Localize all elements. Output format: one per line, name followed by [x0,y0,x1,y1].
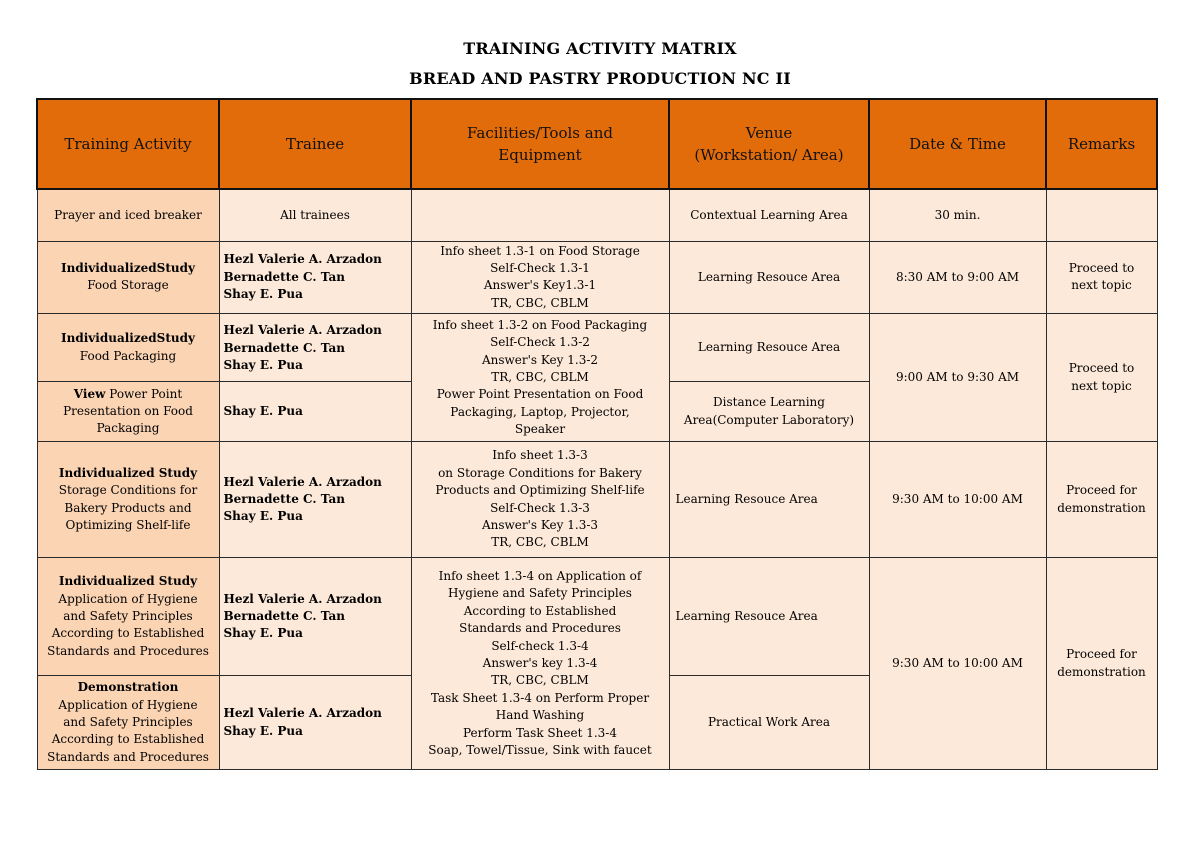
facilities-cell [411,442,669,558]
table-row [37,189,1157,241]
facility-line: Self-check 1.3-4 [491,638,589,653]
facility-line: TR, CBC, CBLM [491,295,589,310]
activity-cell [37,241,219,314]
trainee-name: Hezl Valerie A. Arzadon [223,323,382,338]
activity-topic: Bakery Products and [64,500,192,515]
facility-line: Perform Task Sheet 1.3-4 [462,725,617,740]
facilities-cell [411,314,669,442]
activity-topic: Storage Conditions for [58,483,198,498]
activity-cell [37,314,219,382]
remarks-cell [1046,442,1157,558]
date-cell: 8:30 AM to 9:00 AM [869,241,1046,314]
header-date-time: Date & Time [869,99,1046,189]
activity-topic: and Safety Principles [63,608,193,623]
table-row [37,314,1157,382]
remarks-line: Proceed for [1066,647,1137,662]
trainee-name: Shay E. Pua [223,357,303,372]
trainee-name: Shay E. Pua [223,626,303,641]
header-remarks: Remarks [1046,99,1157,189]
activity-topic: Food Packaging [79,348,177,363]
trainee-name: Shay E. Pua [223,723,303,738]
facilities-cell [411,189,669,241]
activity-topic: According to Established [51,732,205,747]
activity-cell [37,442,219,558]
facility-line: Info sheet 1.3-4 on Application of [438,568,642,583]
facility-line: Standards and Procedures [459,621,621,636]
facility-line: Info sheet 1.3-1 on Food Storage [440,243,640,258]
remarks-cell [1046,241,1157,314]
date-cell: 9:00 AM to 9:30 AM [869,314,1046,442]
venue-cell: Learning Resouce Area [669,442,869,558]
trainee-cell: All trainees [219,189,411,241]
facility-line: Packaging, Laptop, Projector, [450,404,630,419]
venue-line: Area(Computer Laboratory) [683,412,855,427]
date-cell: 9:30 AM to 10:00 AM [869,558,1046,770]
facility-line: According to Established [463,603,617,618]
facilities-cell [411,558,669,770]
trainee-name: Shay E. Pua [223,403,303,418]
activity-topic: Power Point [105,386,183,401]
facility-line: Self-Check 1.3-3 [490,500,590,515]
activity-cell [37,676,219,770]
remarks-line: demonstration [1057,500,1146,515]
table-row [37,442,1157,558]
activity-topic: and Safety Principles [63,714,193,729]
facility-line: Power Point Presentation on Food [436,387,644,402]
trainee-cell [219,382,411,442]
header-row [37,99,1157,189]
trainee-name: Bernadette C. Tan [223,340,345,355]
table-row [37,558,1157,676]
remarks-cell [1046,314,1157,442]
venue-line: Distance Learning [713,395,825,410]
venue-cell [669,382,869,442]
table-row [37,241,1157,314]
venue-cell: Learning Resouce Area [669,314,869,382]
remarks-line: Proceed to [1068,260,1135,275]
facility-line: Self-Check 1.3-1 [490,260,590,275]
activity-topic: Optimizing Shelf-life [65,518,191,533]
trainee-name: Shay E. Pua [223,287,303,302]
facility-line: on Storage Conditions for Bakery [438,465,642,480]
activity-topic: Presentation on Food [63,403,193,418]
date-cell: 30 min. [869,189,1046,241]
facility-line: Speaker [514,422,566,437]
document-title: TRAINING ACTIVITY MATRIX [463,39,737,58]
facility-line: TR, CBC, CBLM [491,369,589,384]
facility-line: Answer's Key1.3-1 [483,278,597,293]
remarks-line: next topic [1071,378,1132,393]
training-matrix-table [36,98,1158,770]
remarks-cell [1046,189,1157,241]
venue-cell: Contextual Learning Area [669,189,869,241]
activity-topic: Packaging [96,421,160,436]
header-training-activity: Training Activity [37,99,219,189]
activity-type: IndividualizedStudy [61,331,195,346]
header-venue: Venue (Workstation/ Area) [669,99,869,189]
activity-type: Demonstration [77,680,179,695]
activity-topic: According to Established [51,626,205,641]
date-cell: 9:30 AM to 10:00 AM [869,442,1046,558]
facility-line: Products and Optimizing Shelf-life [435,483,645,498]
remarks-line: next topic [1071,278,1132,293]
activity-cell [37,382,219,442]
activity-topic: Standards and Procedures [47,643,209,658]
trainee-cell [219,241,411,314]
facility-line: Answer's Key 1.3-2 [481,352,599,367]
trainee-name: Bernadette C. Tan [223,491,345,506]
facility-line: Task Sheet 1.3-4 on Perform Proper [430,690,650,705]
activity-type: Individualized Study [58,465,198,480]
activity-type: IndividualizedStudy [61,260,195,275]
remarks-line: Proceed for [1066,483,1137,498]
activity-cell [37,558,219,676]
activity-topic: Food Storage [87,278,169,293]
facility-line: TR, CBC, CBLM [491,673,589,688]
facility-line: Info sheet 1.3-2 on Food Packaging [432,317,648,332]
remarks-line: Proceed to [1068,361,1135,376]
remarks-cell [1046,558,1157,770]
document-subtitle: BREAD AND PASTRY PRODUCTION NC II [409,69,791,88]
trainee-name: Hezl Valerie A. Arzadon [223,706,382,721]
trainee-cell [219,442,411,558]
facility-line: Hygiene and Safety Principles [448,586,632,601]
trainee-cell [219,558,411,676]
venue-cell: Learning Resouce Area [669,558,869,676]
activity-type: View [73,386,106,401]
facility-line: Soap, Towel/Tissue, Sink with faucet [428,742,652,757]
trainee-name: Shay E. Pua [223,509,303,524]
venue-cell: Learning Resouce Area [669,241,869,314]
activity-topic: Standards and Procedures [47,749,209,764]
remarks-line: demonstration [1057,664,1146,679]
header-trainee: Trainee [219,99,411,189]
facilities-cell [411,241,669,314]
facility-line: Info sheet 1.3-3 [492,448,588,463]
activity-topic: Application of Hygiene [58,591,198,606]
activity-cell: Prayer and iced breaker [37,189,219,241]
trainee-name: Bernadette C. Tan [223,269,345,284]
activity-topic: Application of Hygiene [58,697,198,712]
trainee-cell [219,676,411,770]
activity-type: Individualized Study [58,574,198,589]
facility-line: TR, CBC, CBLM [491,535,589,550]
header-facilities: Facilities/Tools and Equipment [411,99,669,189]
facility-line: Answer's Key 1.3-3 [481,518,599,533]
trainee-cell [219,314,411,382]
trainee-name: Hezl Valerie A. Arzadon [223,474,382,489]
facility-line: Hand Washing [495,708,585,723]
venue-cell: Practical Work Area [669,676,869,770]
facility-line: Answer's key 1.3-4 [482,655,598,670]
trainee-name: Hezl Valerie A. Arzadon [223,252,382,267]
trainee-name: Hezl Valerie A. Arzadon [223,591,382,606]
facility-line: Self-Check 1.3-2 [490,335,590,350]
trainee-name: Bernadette C. Tan [223,608,345,623]
